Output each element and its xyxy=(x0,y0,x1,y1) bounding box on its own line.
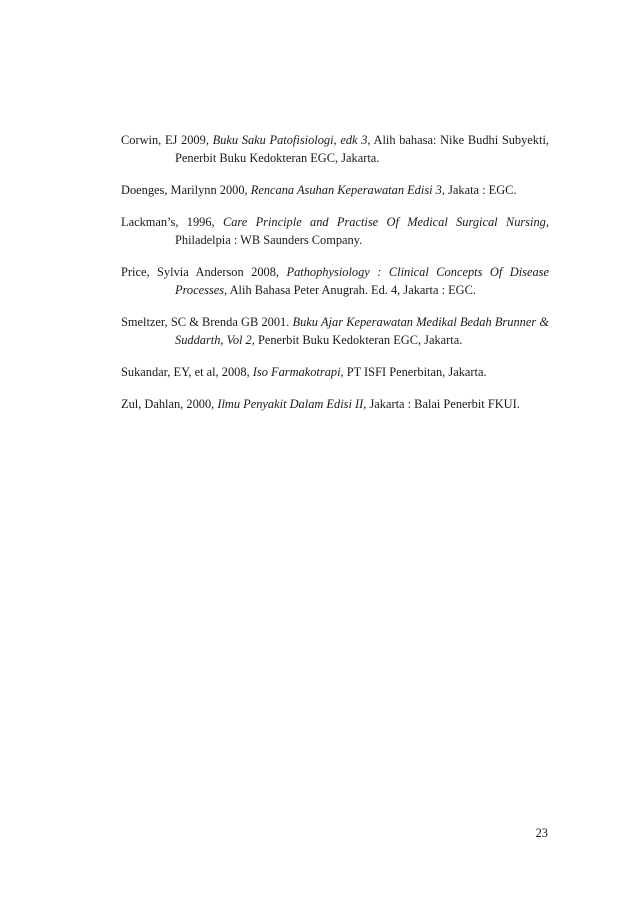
reference-author-year: Sukandar, EY, et al, 2008, xyxy=(121,365,253,379)
reference-author-year: Zul, Dahlan, 2000, xyxy=(121,397,218,411)
reference-author-year: Doenges, Marilynn 2000, xyxy=(121,183,251,197)
reference-entry-lackman xyxy=(121,213,549,249)
reference-entry-price xyxy=(121,263,549,299)
reference-author-year: Lackman’s, 1996, xyxy=(121,215,223,229)
reference-publisher: , Philadelpia : WB Saunders Company. xyxy=(175,215,549,247)
reference-entry-zul xyxy=(121,395,549,413)
reference-list xyxy=(121,131,549,427)
reference-author-year: Price, Sylvia Anderson 2008, xyxy=(121,265,287,279)
reference-entry-smeltzer xyxy=(121,313,549,349)
reference-entry-corwin xyxy=(121,131,549,167)
reference-title: Iso Farmakotrapi xyxy=(252,365,341,379)
reference-title: Ilmu Penyakit Dalam Edisi II xyxy=(217,397,364,411)
reference-author-year: Smeltzer, SC & Brenda GB 2001. xyxy=(121,315,293,329)
reference-title: Pathophysiology : Clinical Concepts Of Disease Processes xyxy=(175,265,549,297)
reference-publisher: , Alih bahasa: Nike Budhi Subyekti, Penerbit Buku Kedokteran EGC, Jakarta. xyxy=(175,133,549,165)
reference-entry-doenges xyxy=(121,181,549,199)
reference-publisher: , Jakarta : Balai Penerbit FKUI. xyxy=(363,397,520,411)
reference-publisher: , Penerbit Buku Kedokteran EGC, Jakarta. xyxy=(251,333,463,347)
reference-publisher: , PT ISFI Penerbitan, Jakarta. xyxy=(340,365,487,379)
reference-title: Rencana Asuhan Keperawatan Edisi 3 xyxy=(250,183,442,197)
reference-publisher: , Jakata : EGC. xyxy=(441,183,517,197)
reference-title: Buku Saku Patofisiologi, edk 3 xyxy=(212,133,368,147)
reference-author-year: Corwin, EJ 2009, xyxy=(121,133,213,147)
reference-title: Buku Ajar Keperawatan Medikal Bedah Brunner & Suddarth, Vol 2 xyxy=(175,315,549,347)
page-number: 23 xyxy=(535,826,548,840)
reference-title: Care Principle and Practise Of Medical Surgical Nursing xyxy=(222,215,546,229)
reference-publisher: , Alih Bahasa Peter Anugrah. Ed. 4, Jakarta : EGC. xyxy=(224,283,476,297)
reference-entry-sukandar xyxy=(121,363,549,381)
